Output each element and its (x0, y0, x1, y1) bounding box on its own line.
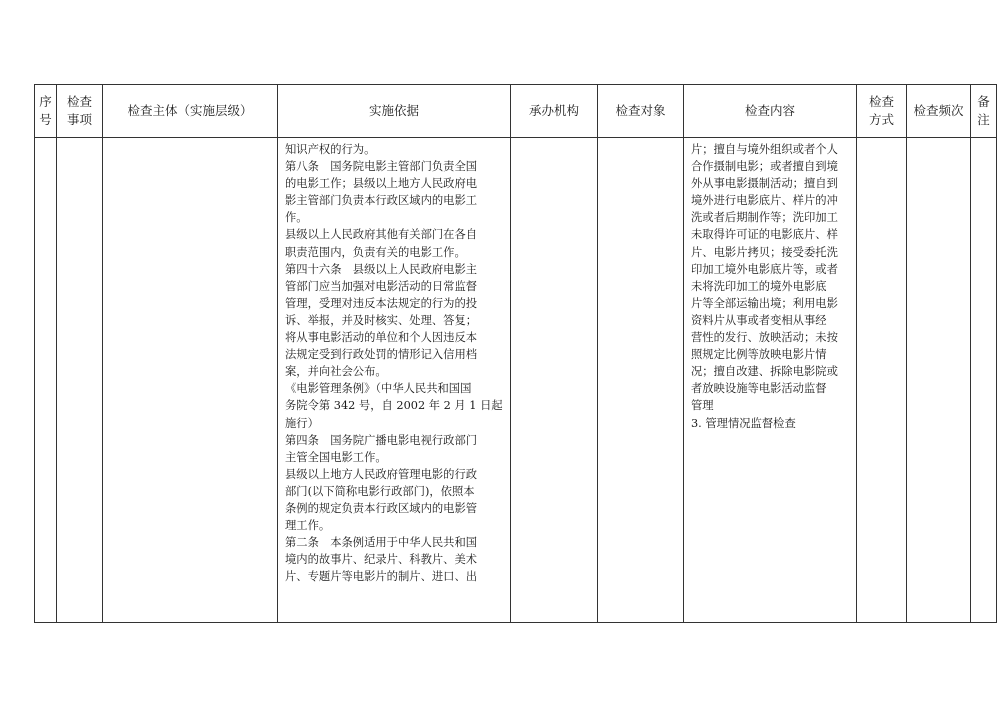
content-line: 境外进行电影底片、样片的冲 (691, 194, 838, 208)
header-row (35, 85, 997, 138)
basis-line: 作。 (285, 211, 308, 225)
basis-line: 第八条 国务院电影主管部门负责全国 (285, 160, 478, 174)
header-item: 检查事项 (57, 85, 103, 138)
header-org: 承办机构 (511, 85, 598, 138)
cell-basis (278, 138, 511, 623)
header-subject: 检查主体（实施层级） (103, 85, 278, 138)
basis-line: 主管全国电影工作。 (285, 450, 387, 464)
basis-line: 片、专题片等电影片的制片、进口、出 (285, 570, 478, 584)
content-line: 外从事电影摄制活动；擅自到 (691, 177, 838, 191)
content-line: 未将洗印加工的境外电影底 (691, 279, 827, 293)
header-note: 备注 (971, 85, 997, 138)
cell-method (857, 138, 907, 623)
content-line: 片、电影片拷贝；接受委托洗 (691, 245, 838, 259)
cell-note (971, 138, 997, 623)
basis-line: 《电影管理条例》（中华人民共和国国 (285, 382, 472, 396)
header-basis: 实施依据 (278, 85, 511, 138)
header-seq: 序号 (35, 85, 57, 138)
content-line: 片等全部运输出境；利用电影 (691, 296, 838, 310)
cell-target (598, 138, 684, 623)
content-line: 印加工境外电影底片等，或者 (691, 262, 838, 276)
inspection-table (34, 84, 997, 623)
cell-content (684, 138, 857, 623)
basis-line: 县级以上人民政府其他有关部门在各自 (285, 228, 478, 242)
basis-line: 影主管部门负责本行政区域内的电影工 (285, 194, 478, 208)
basis-line: 诉、举报，并及时核实、处理、答复； (285, 313, 478, 327)
cell-org (511, 138, 598, 623)
content-line: 照规定比例等放映电影片情 (691, 348, 827, 362)
basis-line: 将从事电影活动的单位和个人因违反本 (285, 331, 478, 345)
header-frequency: 检查频次 (907, 85, 971, 138)
content-line: 管理 (691, 399, 714, 413)
cell-subject (103, 138, 278, 623)
basis-line: 理工作。 (285, 519, 331, 533)
basis-line: 县级以上地方人民政府管理电影的行政 (285, 467, 478, 481)
cell-frequency (907, 138, 971, 623)
basis-line: 第二条 本条例适用于中华人民共和国 (285, 536, 478, 550)
basis-line: 职责范围内，负责有关的电影工作。 (285, 245, 466, 259)
basis-line: 境内的故事片、纪录片、科教片、美术 (285, 553, 478, 567)
content-line: 营性的发行、放映活动；未按 (691, 331, 838, 345)
header-content: 检查内容 (684, 85, 857, 138)
basis-line: 第四条 国务院广播电影电视行政部门 (285, 433, 478, 447)
basis-line: 管部门应当加强对电影活动的日常监督 (285, 279, 478, 293)
basis-line: 条例的规定负责本行政区域内的电影管 (285, 501, 478, 515)
basis-line: 第四十六条 县级以上人民政府电影主 (285, 262, 478, 276)
content-text (684, 138, 856, 432)
content-line: 合作摄制电影；或者擅自到境 (691, 160, 838, 174)
basis-line: 管理，受理对违反本法规定的行为的投 (285, 296, 478, 310)
content-line: 洗或者后期制作等；洗印加工 (691, 211, 838, 225)
content-line: 资料片从事或者变相从事经 (691, 313, 827, 327)
content-line: 3. 管理情况监督检查 (691, 416, 796, 430)
basis-line: 施行） (285, 416, 319, 430)
cell-seq (35, 138, 57, 623)
basis-line: 知识产权的行为。 (285, 143, 376, 156)
basis-line: 部门(以下简称电影行政部门)，依照本 (285, 484, 475, 498)
basis-line: 的电影工作；县级以上地方人民政府电 (285, 177, 478, 191)
content-line: 片；擅自与境外组织或者个人 (691, 143, 838, 156)
basis-text (278, 138, 510, 585)
header-target: 检查对象 (598, 85, 684, 138)
basis-line: 案，并向社会公布。 (285, 365, 387, 379)
header-method: 检查方式 (857, 85, 907, 138)
cell-item (57, 138, 103, 623)
content-line: 况；擅自改建、拆除电影院或 (691, 365, 838, 379)
content-line: 未取得许可证的电影底片、样 (691, 228, 838, 242)
basis-line: 务院令第 342 号，自 2002 年 2 月 1 日起 (285, 399, 503, 413)
content-line: 者放映设施等电影活动监督 (691, 382, 827, 396)
basis-line: 法规定受到行政处罚的情形记入信用档 (285, 348, 478, 362)
table-row (35, 138, 997, 623)
